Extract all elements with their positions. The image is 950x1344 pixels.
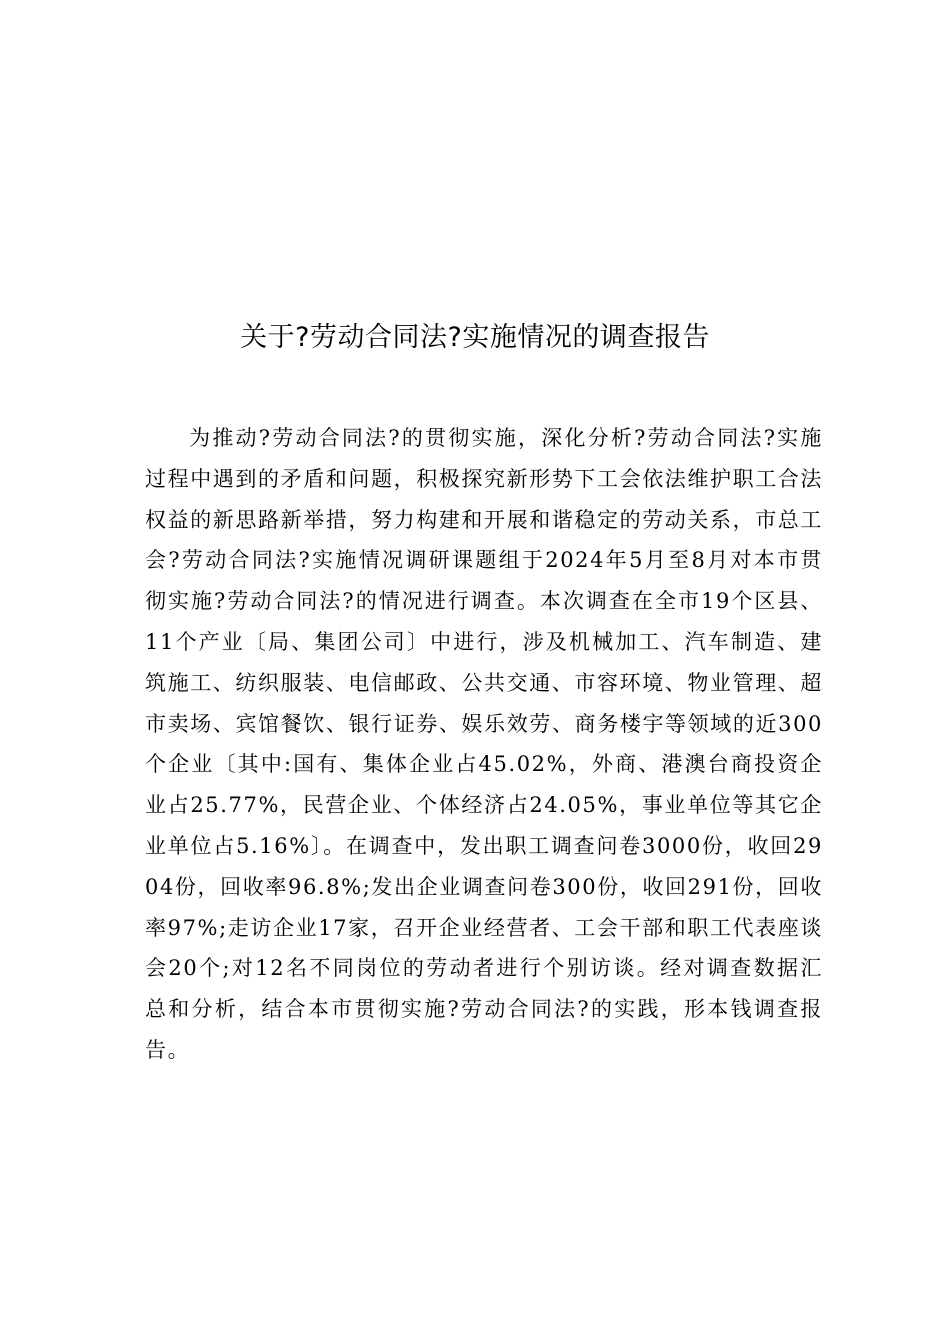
document-title: 关于?劳动合同法?实施情况的调查报告 <box>240 322 710 353</box>
document-paragraph: 为推动?劳动合同法?的贯彻实施，深化分析?劳动合同法?实施过程中遇到的矛盾和问题，积极探究新形势下工会依法维护职工合法权益的新思路新举措，努力构建和开展和谐稳定的劳动关系，市总工会?劳动合同法?实施情况调研课题组于2024年5月至8月对本市贯彻实施?劳动合同法?的情况进行调查。本次调查在全市19个区县、11个产业〔局、集团公司〕中进行，涉及机械加工、汽车制造、建筑施工、纺织服装、电信邮政、公共交通、市容环境、物业管理、超市卖场、宾馆餐饮、银行证券、娱乐效劳、商务楼宇等领域的近300个企业〔其中:国有、集体企业占45.02%，外商、港澳台商投资企业占25.77%，民营企业、个体经济占24.05%，事业单位等其它企业单位占5.16%〕。在调查中，发出职工调查问卷3000份，收回2904份，回收率96.8%;发出企业调查问卷300份，收回291份，回收率97%;走访企业17家，召开企业经营者、工会干部和职工代表座谈会20个;对12名不同岗位的劳动者进行个别访谈。经对调查数据汇总和分析，结合本市贯彻实施?劳动合同法?的实践，形本钱调查报告。 <box>145 426 823 1062</box>
